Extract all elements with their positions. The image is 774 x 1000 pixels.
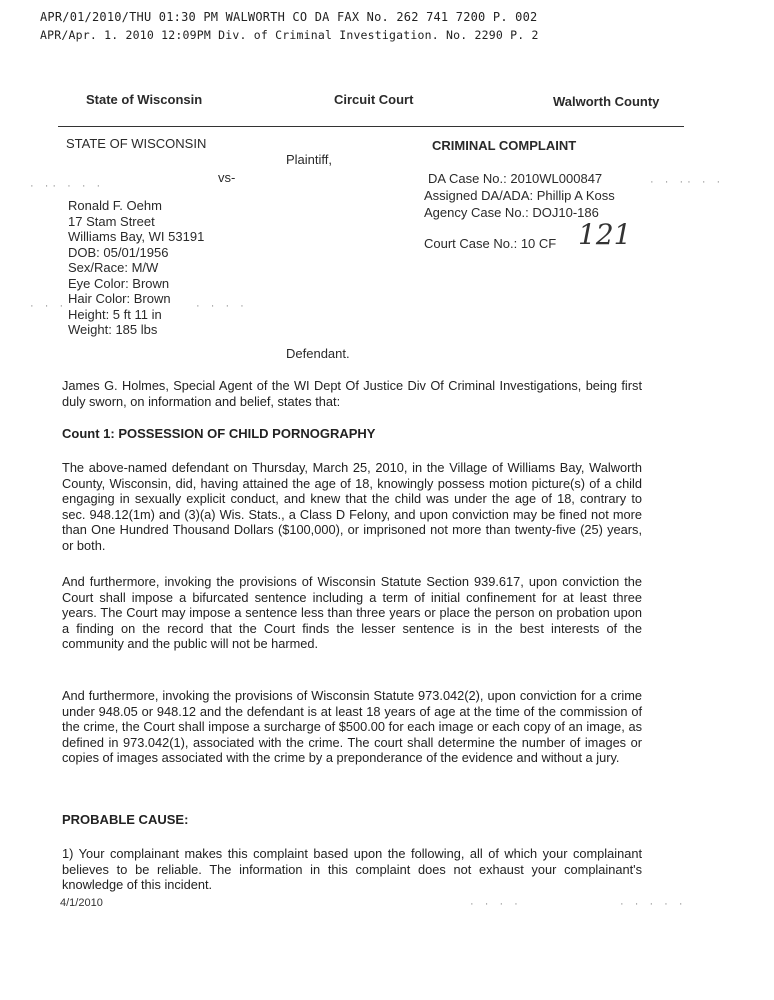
defendant-street: 17 Stam Street xyxy=(68,213,155,229)
fax-noise: · · · · xyxy=(196,300,248,312)
probable-cause-heading: PROBABLE CAUSE: xyxy=(62,812,189,827)
count-1-heading: Count 1: POSSESSION OF CHILD PORNOGRAPHY xyxy=(62,426,376,441)
state-heading: State of Wisconsin xyxy=(86,92,203,107)
defendant-name: Ronald F. Oehm xyxy=(68,198,162,213)
da-case-number: DA Case No.: 2010WL000847 xyxy=(428,171,603,186)
fax-noise: · · · · · xyxy=(620,898,687,910)
fax-noise: · · ·· · · xyxy=(650,176,725,188)
defendant-eye-color: Eye Color: Brown xyxy=(68,275,170,291)
county-heading: Walworth County xyxy=(553,94,660,109)
count-1-sentencing-paragraph: And furthermore, invoking the provisions of Wisconsin Statute Section 939.617, upon conviction the Court shall impose a bifurcated sentence including a term of initial confinement for at least three years. The Court may impose a sentence less than three years or place the person on probation upon a finding on the record that the Court finds the lesser sentence is in the best interests of the community and the public will not be harmed. xyxy=(62,574,642,651)
document-type: CRIMINAL COMPLAINT xyxy=(432,138,577,153)
defendant-hair-color: Hair Color: Brown xyxy=(68,291,171,306)
versus-label: vs- xyxy=(218,170,236,185)
agency-case-number: Agency Case No.: DOJ10-186 xyxy=(424,205,599,220)
probable-cause-paragraph-1: 1) Your complainant makes this complaint based upon the following, all of which your complainant believes to be reliable. The information in this complaint does not exhaust your complainant's knowledge of this incident. xyxy=(62,846,642,892)
plaintiff-name: STATE OF WISCONSIN xyxy=(66,136,207,151)
fax-header-line-2: APR/Apr. 1. 2010 12:09PM Div. of Criminal Investigation. No. 2290 P. 2 xyxy=(40,28,539,42)
fax-noise: · · · · xyxy=(470,898,522,910)
count-1-surcharge-paragraph: And furthermore, invoking the provisions of Wisconsin Statute 973.042(2), upon conviction for a crime under 948.05 or 948.12 and the defendant is at least 18 years of age at the time of the commission of the crime, the Court shall impose a surcharge of $500.00 for each image or each copy of an image, as defined in 973.042(1), associated with the crime. The court shall determine the number of images or copies of images associated with the crime by a preponderance of the evidence and without a jury. xyxy=(62,688,642,765)
defendant-info xyxy=(68,198,204,338)
defendant-city: Williams Bay, WI 53191 xyxy=(68,229,205,244)
defendant-dob: DOB: 05/01/1956 xyxy=(68,244,169,260)
fax-noise: · · · xyxy=(30,300,68,312)
header-rule xyxy=(58,126,684,127)
fax-noise: · ·· · · · xyxy=(30,180,105,192)
defendant-label: Defendant. xyxy=(286,346,350,361)
plaintiff-label: Plaintiff, xyxy=(286,152,333,167)
court-case-handwritten-number: 121 xyxy=(578,218,632,251)
complainant-intro: James G. Holmes, Special Agent of the WI Dept Of Justice Div Of Criminal Investigations, being first duly sworn, on information and belief, states that: xyxy=(62,378,642,409)
footer-date: 4/1/2010 xyxy=(60,897,103,909)
defendant-weight: Weight: 185 lbs xyxy=(68,322,158,337)
court-heading: Circuit Court xyxy=(334,92,414,107)
assigned-da: Assigned DA/ADA: Phillip A Koss xyxy=(424,188,615,203)
fax-header-line-1: APR/01/2010/THU 01:30 PM WALWORTH CO DA FAX No. 262 741 7200 P. 002 xyxy=(40,10,538,24)
defendant-height: Height: 5 ft 11 in xyxy=(68,306,162,322)
defendant-sex-race: Sex/Race: M/W xyxy=(68,260,159,275)
court-case-label: Court Case No.: 10 CF xyxy=(424,236,557,251)
count-1-charge-paragraph: The above-named defendant on Thursday, March 25, 2010, in the Village of Williams Bay, Walworth County, Wisconsin, did, having attained the age of 18, knowingly possess motion picture(s) of a child engaging in sexually explicit conduct, and knew that the child was under the age of 18, contrary to sec. 948.12(1m) and (3)(a) Wis. Stats., a Class D Felony, and upon conviction may be fined not more than One Hundred Thousand Dollars ($100,000), or imprisoned not more than twenty-five (25) years, or both. xyxy=(62,460,642,553)
